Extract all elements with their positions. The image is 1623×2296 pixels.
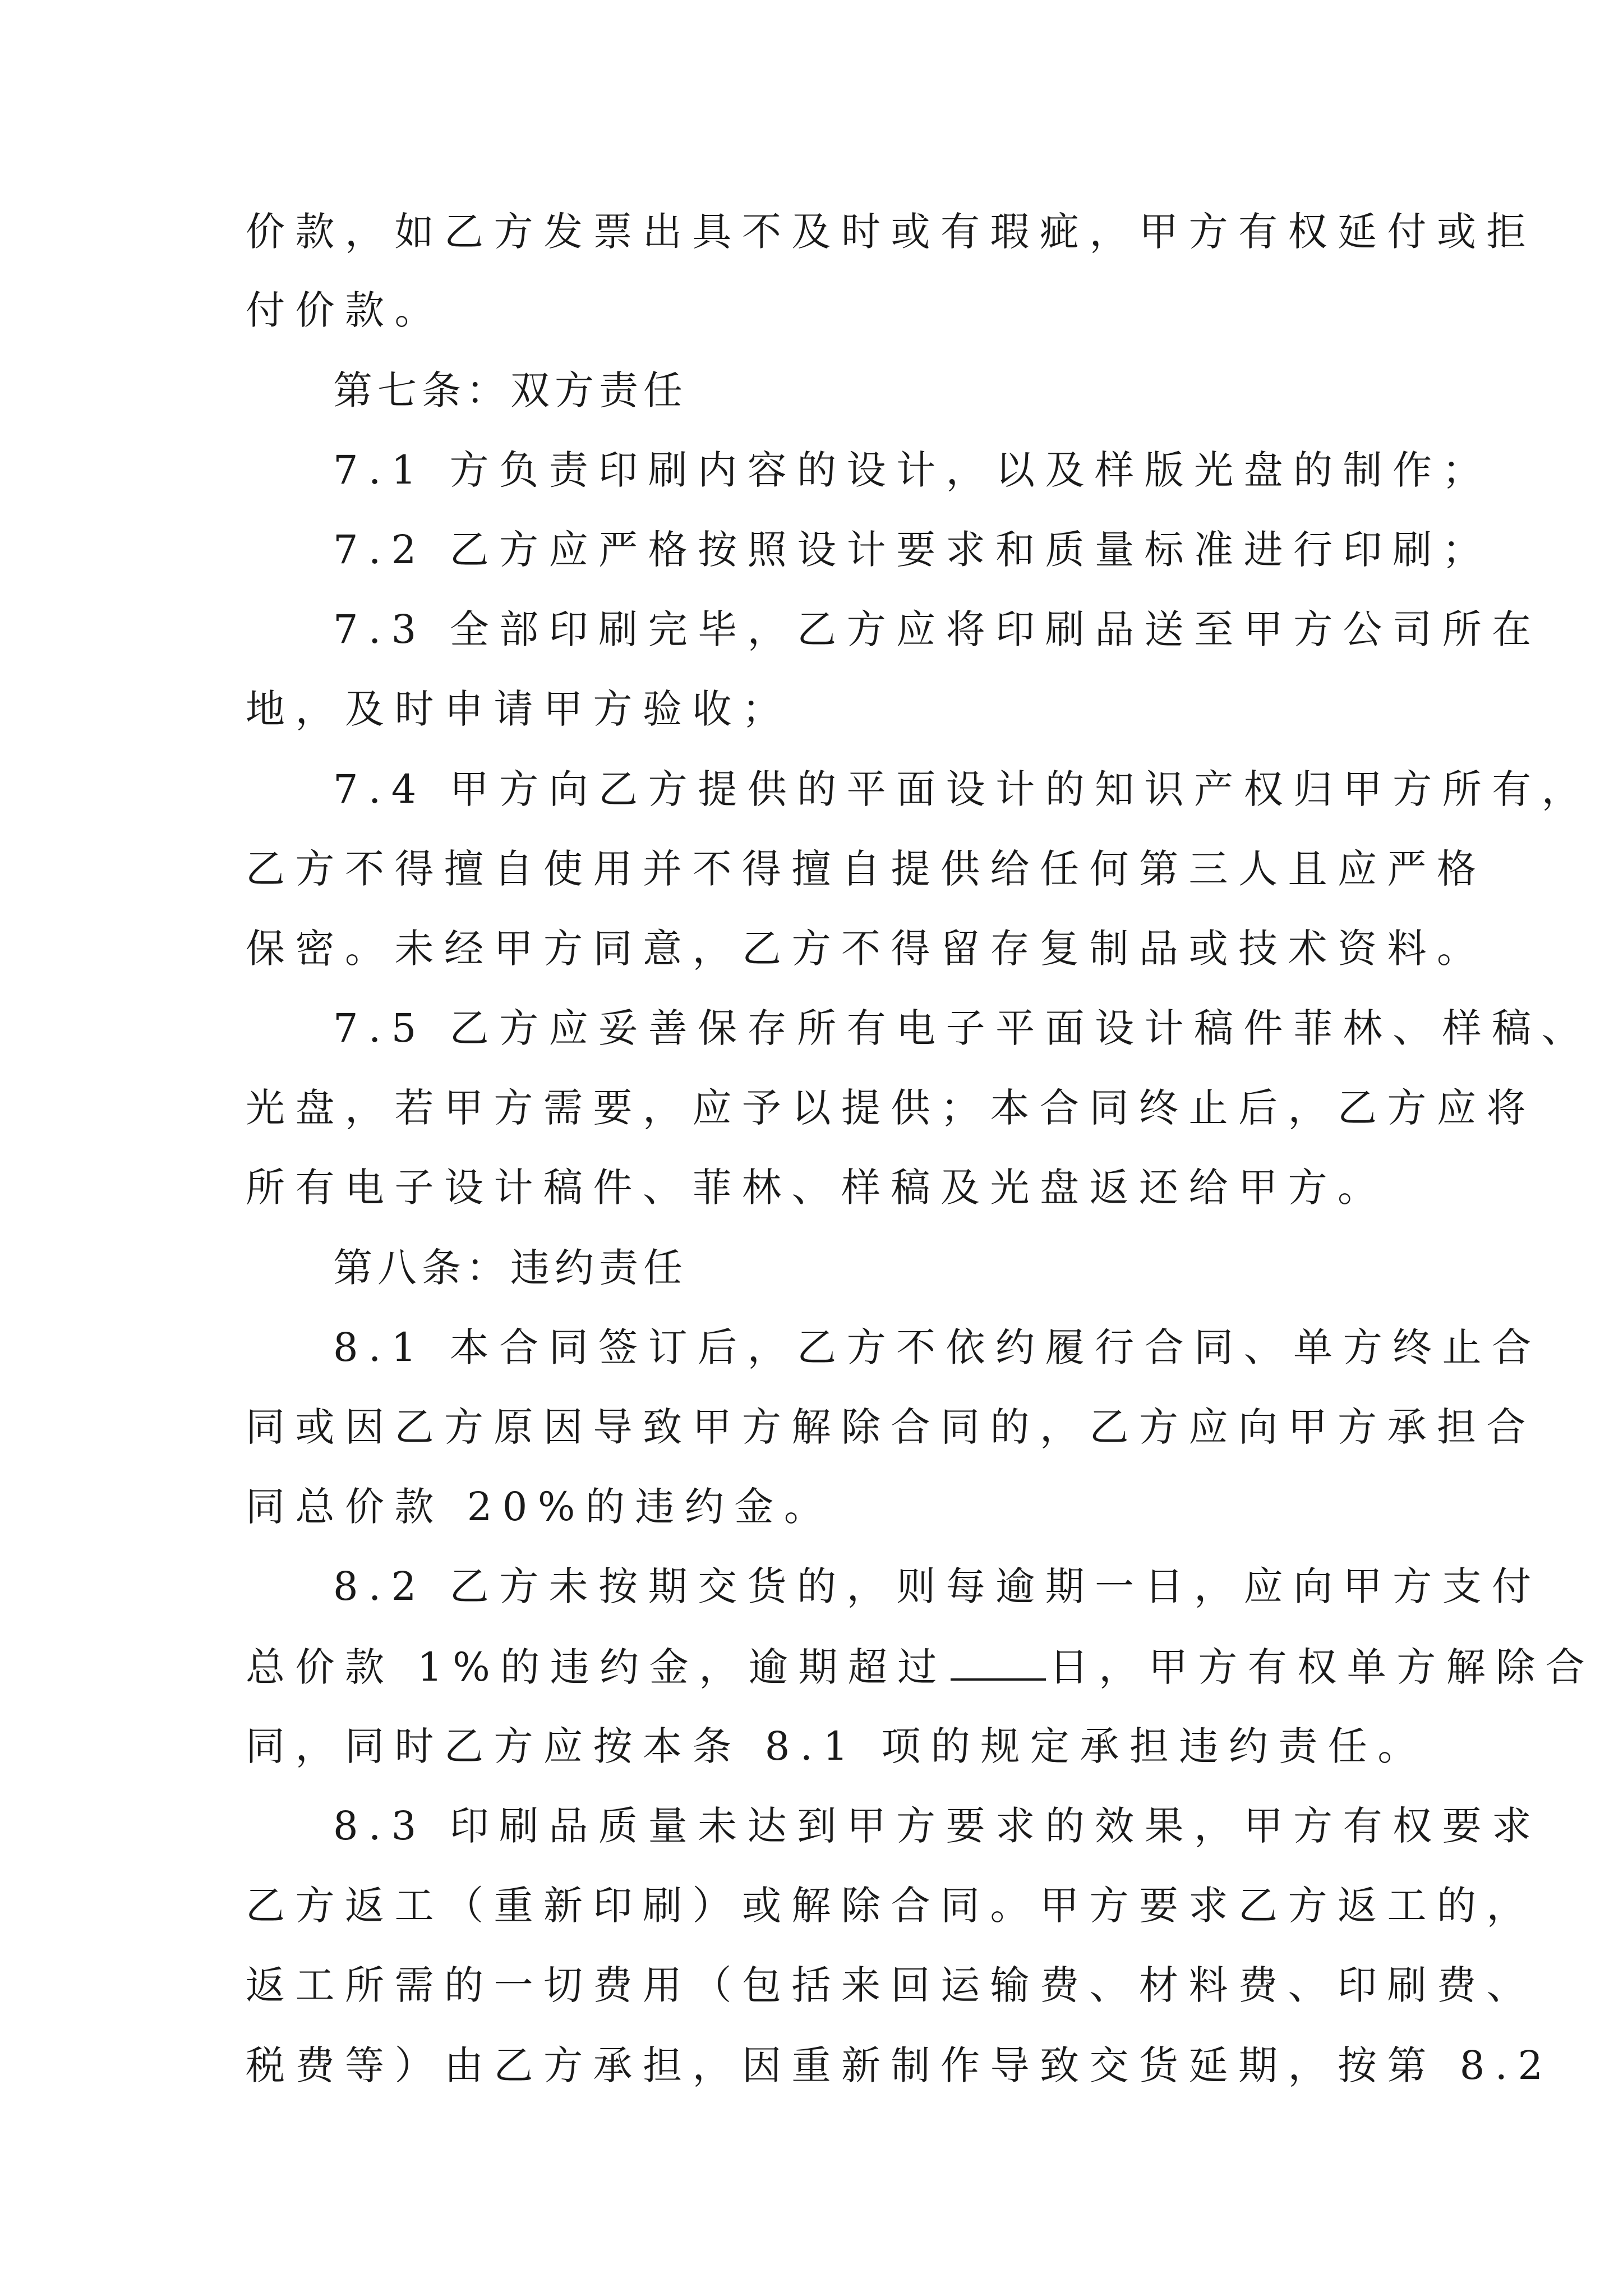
clause-7-4: 7.4 甲方向乙方提供的平面设计的知识产权归甲方所有， (333, 766, 1592, 812)
text-line-with-blank (246, 1641, 1595, 1692)
clause-7-1: 7.1 方负责印刷内容的设计，以及样版光盘的制作； (333, 447, 1492, 493)
text-line: 同，同时乙方应按本条 8.1 项的规定承担违约责任。 (246, 1723, 1427, 1769)
text-line: 价款，如乙方发票出具不及时或有瑕疵，甲方有权延付或拒 (246, 209, 1536, 255)
text-after-blank: 日，甲方有权单方解除合 (1049, 1644, 1596, 1690)
clause-7-3: 7.3 全部印刷完毕，乙方应将印刷品送至甲方公司所在 (333, 606, 1542, 652)
text-line: 保密。未经甲方同意，乙方不得留存复制品或技术资料。 (246, 926, 1487, 972)
text-line: 乙方返工（重新印刷）或解除合同。甲方要求乙方返工的， (246, 1883, 1536, 1929)
text-before-blank: 总价款 1%的违约金，逾期超过 (246, 1644, 947, 1690)
clause-7-5: 7.5 乙方应妥善保存所有电子平面设计稿件菲林、样稿、 (333, 1005, 1592, 1051)
clause-7-2: 7.2 乙方应严格按照设计要求和质量标准进行印刷； (333, 527, 1492, 573)
clause-8-3: 8.3 印刷品质量未达到甲方要求的效果，甲方有权要求 (333, 1803, 1542, 1849)
text-line: 同总价款 20%的违约金。 (246, 1484, 834, 1530)
text-line: 同或因乙方原因导致甲方解除合同的，乙方应向甲方承担合 (246, 1404, 1536, 1450)
text-line: 地，及时申请甲方验收； (246, 686, 792, 732)
section-heading-8: 第八条：违约责任 (333, 1245, 688, 1291)
clause-8-2: 8.2 乙方未按期交货的，则每逾期一日，应向甲方支付 (333, 1563, 1542, 1609)
clause-8-1: 8.1 本合同签订后，乙方不依约履行合同、单方终止合 (333, 1324, 1542, 1370)
text-line: 光盘，若甲方需要，应予以提供；本合同终止后，乙方应将 (246, 1085, 1536, 1131)
text-line: 返工所需的一切费用（包括来回运输费、材料费、印刷费、 (246, 1962, 1536, 2008)
fill-in-blank[interactable] (951, 1641, 1046, 1681)
text-line: 税费等）由乙方承担，因重新制作导致交货延期，按第 8.2 (246, 2042, 1553, 2088)
text-line: 乙方不得擅自使用并不得擅自提供给任何第三人且应严格 (246, 846, 1487, 892)
section-heading-7: 第七条：双方责任 (333, 367, 688, 413)
text-line: 所有电子设计稿件、菲林、样稿及光盘返还给甲方。 (246, 1165, 1387, 1211)
text-line: 付价款。 (246, 287, 444, 333)
